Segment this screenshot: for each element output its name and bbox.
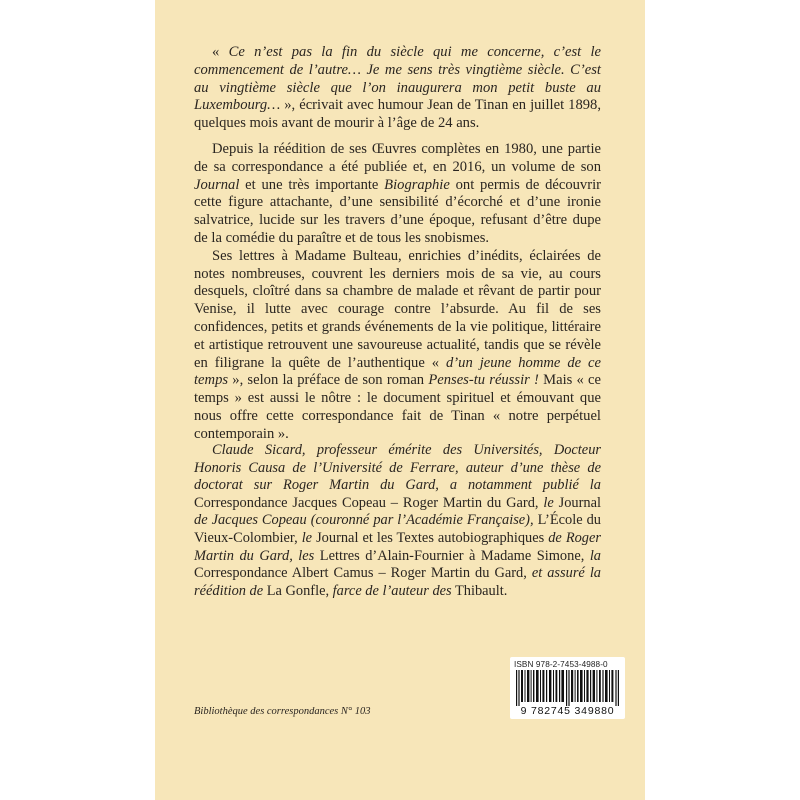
bio-span: Journal et les Textes autobiographiques xyxy=(312,529,549,546)
title-journal: Journal xyxy=(194,176,240,193)
paragraph-lettres xyxy=(194,248,601,444)
author-bio xyxy=(194,442,601,600)
bio-span: Lettres d’Alain-Fournier à Madame Simone, xyxy=(314,547,590,564)
quote-jeune-homme: d’un jeune homme de ce temps xyxy=(194,354,601,389)
paragraph-reedition xyxy=(194,141,601,248)
bio-span: et assuré la réédition de xyxy=(194,565,602,599)
blurb xyxy=(194,44,601,444)
text-span: Ses lettres à Madame Bulteau, enrichies d’inédits, éclairées de notes nombreuses, couvrent les derniers mois de sa vie, au cours desquels, cloîtré dans sa chambre de malade et rêvant de partir pour Venise, il lutte avec courage contre l’absurde. Au fil de ses confidences, petits et grands événements de la vie politique, littéraire et artistique retrouvent une savoureuse actualité, tandis que se révèle en filigrane la quête de l’authentique « xyxy=(194,247,601,371)
title-biographie: Biographie xyxy=(384,176,450,193)
barcode-digits: 9 782745 349880 xyxy=(520,705,615,717)
title-penses-tu-reussir: Penses-tu réussir ! xyxy=(428,372,539,389)
bio-span: farce de l’auteur des xyxy=(332,582,452,599)
bio-span: L’École du Vieux-Colombier, xyxy=(194,512,601,546)
tinan-quote: Ce n’est pas la fin du siècle qui me concerne, c’est le commencement de l’autre… Je me sens très vingtième siècle. C’est au vingtième siècle que l’on inaugurera mon petit buste au Luxembourg… xyxy=(194,44,601,114)
barcode-bars xyxy=(516,670,620,706)
bio-span: Claude Sicard, professeur émérite des Universités, Docteur Honoris Causa de l’Université de Ferrare, auteur d’une thèse de doctorat sur Roger Martin du Gard, a notamment publié la xyxy=(194,442,601,494)
bio-span: de Roger Martin du Gard, les xyxy=(194,529,601,564)
bio-span: Correspondance Jacques Copeau – Roger Martin du Gard, xyxy=(194,494,544,511)
bio-span: le xyxy=(301,529,313,546)
quote-attribution: », écrivait avec humour Jean de Tinan en juillet 1898, quelques mois avant de mourir à l’âge de 24 ans. xyxy=(194,97,601,132)
bio-span: de Jacques Copeau (couronné par l’Académie Française), xyxy=(194,512,534,529)
isbn-label: ISBN 978-2-7453-4988-0 xyxy=(514,660,608,669)
text-span: ont permis de découvrir cette figure attachante, d’une sensibilité d’écorché et d’une ironie salvatrice, lucide sur les travers d’une époque, refusant d’être dupe de la comédie du paraître et de tous les snobismes. xyxy=(194,176,601,246)
paragraph-quote xyxy=(194,44,601,133)
bio-span: La Gonfle, xyxy=(263,582,333,599)
text-span: », selon la préface de son roman xyxy=(228,372,429,389)
series-label: Bibliothèque des correspondances N° 103 xyxy=(194,706,371,717)
bio-span: Correspondance Albert Camus – Roger Martin du Gard, xyxy=(194,565,532,582)
text-span: Mais « ce temps » est aussi le nôtre : le document spirituel et émouvant que nous offre cette correspondance fait de Tinan « notre perpétuel contemporain ». xyxy=(194,372,601,442)
bio-span: Thibault. xyxy=(451,582,508,599)
quote-open: « xyxy=(212,44,229,60)
text-span: Depuis la réédition de ses Œuvres complètes en 1980, une partie de sa correspondance a été publiée et, en 2016, un volume de son xyxy=(194,140,601,175)
bio-span: la xyxy=(589,547,602,564)
text-span: et une très importante xyxy=(239,176,385,193)
bio-span: Journal xyxy=(553,494,601,511)
isbn-barcode xyxy=(510,657,625,719)
bio-span: le xyxy=(543,494,554,511)
